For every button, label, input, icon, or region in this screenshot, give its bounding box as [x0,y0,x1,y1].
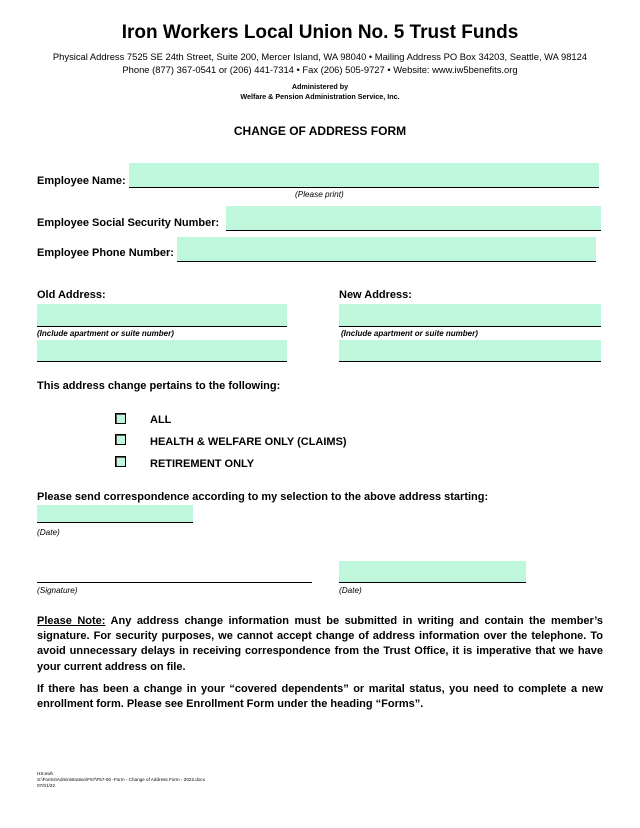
employee-name-label: Employee Name: [37,175,126,187]
checkbox-all[interactable] [115,413,126,424]
footer-initials: HS:ewh [37,771,54,776]
please-note-text: Any address change information must be submitted in writing and contain the member’s signature. For security purposes, we cannot accept change of address information over the telephone. To avoid unnecessary delays in receiving correspondence from the Trust Office, it is imperative that we have your current address on file. [37,615,604,673]
old-apt-note: (Include apartment or suite number) [37,329,174,338]
checkbox-retirement[interactable] [115,456,126,467]
old-address-label: Old Address: [37,289,106,301]
trust-fund-title: Iron Workers Local Union No. 5 Trust Funds [121,22,519,43]
new-address-line2-field[interactable] [339,340,601,362]
signature-date-field[interactable] [339,561,526,583]
signature-label: (Signature) [37,586,78,595]
old-address-line1-field[interactable] [37,304,287,327]
please-note-paragraph [37,614,603,675]
address-line: Physical Address 7525 SE 24th Street, Suite 200, Mercer Island, WA 98040 • Mailing Address PO Box 34203, Seattle, WA 98124 [52,51,588,62]
footer-file-path: S:\Forms\Administration\F57\F57-00 -Form - Change of Address Form - 2022.docx [37,777,205,782]
new-address-label: New Address: [339,289,412,301]
employee-name-field[interactable] [129,163,599,188]
option-health-welfare-label: HEALTH & WELFARE ONLY (CLAIMS) [150,436,347,448]
correspondence-heading: Please send correspondence according to my selection to the above address starting: [37,491,489,503]
pertains-heading: This address change pertains to the following: [37,380,281,392]
ssn-field[interactable] [226,206,601,231]
option-all-label: ALL [150,414,172,426]
please-note-label: Please Note: [37,615,106,627]
footer-date: 07/01/22 [37,783,55,788]
signature-line[interactable] [37,564,312,583]
administrator-name: Welfare & Pension Administration Service, Inc. [240,92,400,101]
option-retirement-label: RETIREMENT ONLY [150,458,255,470]
phone-field[interactable] [177,237,596,262]
old-address-line2-field[interactable] [37,340,287,362]
signature-date-label: (Date) [339,586,362,595]
ssn-label: Employee Social Security Number: [37,217,220,229]
phone-label: Employee Phone Number: [37,247,174,259]
new-apt-note: (Include apartment or suite number) [341,329,478,338]
new-address-line1-field[interactable] [339,304,601,327]
contact-line: Phone (877) 367-0541 or (206) 441-7314 • Fax (206) 505-9727 • Website: www.iw5benefits.org [122,64,518,75]
please-print-note: (Please print) [295,190,344,199]
start-date-field[interactable] [37,505,193,523]
dependents-paragraph: If there has been a change in your “covered dependents” or marital status, you need to complete a new enrollment form. Please see Enrollment Form under the heading “Forms”. [37,683,603,711]
administered-by: Administered by [291,82,349,91]
start-date-label: (Date) [37,528,60,537]
checkbox-health-welfare[interactable] [115,434,126,445]
form-title: CHANGE OF ADDRESS FORM [233,124,407,138]
